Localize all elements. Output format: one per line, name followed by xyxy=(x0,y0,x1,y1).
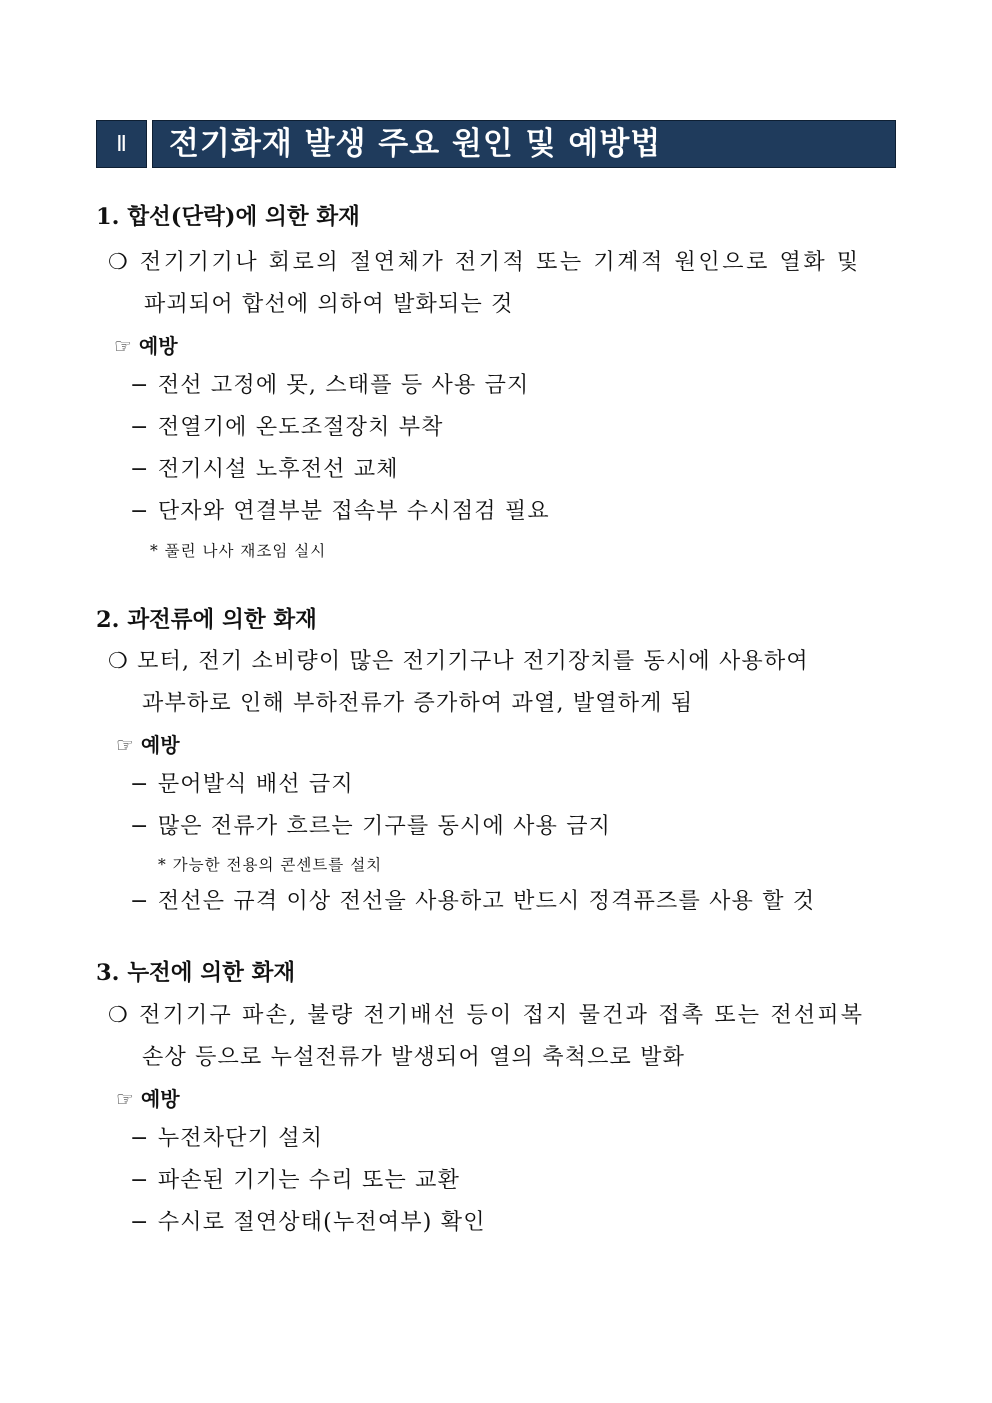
section-3-heading: 3. 누전에 의한 화재 xyxy=(96,960,296,986)
section-1-item-3: − 전기시설 노후전선 교체 xyxy=(130,457,399,482)
section-3-prevention-label: ☞ 예방 xyxy=(116,1087,180,1111)
section-1-item-1: − 전선 고정에 못, 스태플 등 사용 금지 xyxy=(130,373,530,398)
section-1-prevention-label: ☞ 예방 xyxy=(114,334,178,358)
section-2-note: * 가능한 전용의 콘센트를 설치 xyxy=(158,856,383,874)
section-2-item-2: − 많은 전류가 흐르는 기구를 동시에 사용 금지 xyxy=(130,814,612,839)
section-1-item-2: − 전열기에 온도조절장치 부착 xyxy=(130,415,444,440)
section-2-desc-line-2: 과부하로 인해 부하전류가 증가하여 과열, 발열하게 됨 xyxy=(142,691,694,716)
section-3-item-3: − 수시로 절연상태(누전여부) 확인 xyxy=(130,1210,486,1235)
section-1-note: * 풀린 나사 재조임 실시 xyxy=(150,542,327,560)
section-3-item-1: − 누전차단기 설치 xyxy=(130,1126,324,1151)
section-2-item-1: − 문어발식 배선 금지 xyxy=(130,772,354,797)
section-1-desc-line-1: ❍ 전기기기나 회로의 절연체가 전기적 또는 기계적 원인으로 열화 및 xyxy=(108,250,861,275)
section-3-desc-line-2: 손상 등으로 누설전류가 발생되어 열의 축척으로 발화 xyxy=(142,1045,686,1070)
section-3-desc-line-1: ❍ 전기기구 파손, 불량 전기배선 등이 접지 물건과 접촉 또는 전선피복 xyxy=(108,1003,865,1028)
section-2-heading: 2. 과전류에 의한 화재 xyxy=(96,607,317,633)
section-1-item-4: − 단자와 연결부분 접속부 수시점검 필요 xyxy=(130,499,550,524)
section-3-item-2: − 파손된 기기는 수리 또는 교환 xyxy=(130,1168,461,1193)
section-2-item-3: − 전선은 규격 이상 전선을 사용하고 반드시 정격퓨즈를 사용 할 것 xyxy=(130,889,816,914)
section-number-box xyxy=(96,120,147,168)
section-number: Ⅱ xyxy=(116,131,127,156)
section-1-desc-line-2: 파괴되어 합선에 의하여 발화되는 것 xyxy=(144,292,514,317)
section-1-heading: 1. 합선(단락)에 의한 화재 xyxy=(96,204,360,230)
section-title-box xyxy=(152,120,896,168)
section-2-desc-line-1: ❍ 모터, 전기 소비량이 많은 전기기구나 전기장치를 동시에 사용하여 xyxy=(108,649,809,674)
section-2-prevention-label: ☞ 예방 xyxy=(116,733,180,757)
section-title: 전기화재 발생 주요 원인 및 예방법 xyxy=(169,126,662,162)
